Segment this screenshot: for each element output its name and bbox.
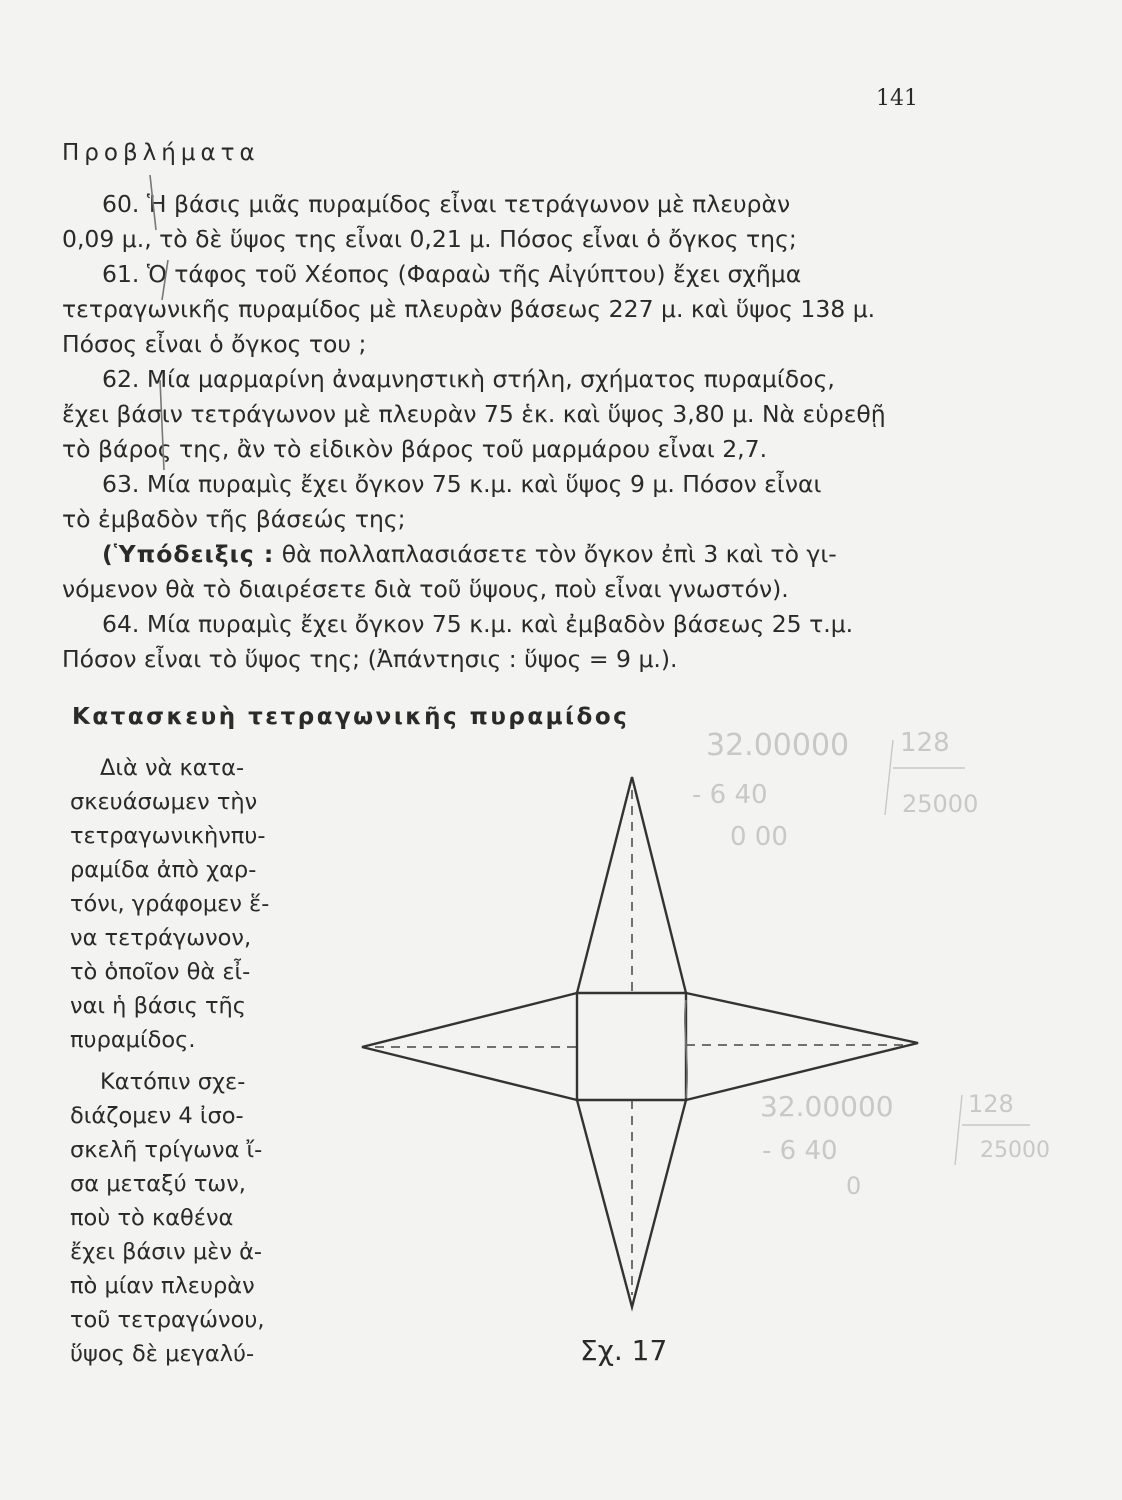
pencil-note: 32.00000 (760, 1090, 894, 1123)
pencil-note: 0 00 (730, 822, 788, 852)
column-line: να τετράγωνον, (70, 925, 252, 951)
base-square (577, 993, 686, 1100)
pencil-note: 128 (968, 1090, 1014, 1118)
column-line: τὸ ὁποῖον θὰ εἶ- (70, 959, 251, 985)
pencil-note: 0 (846, 1172, 862, 1200)
problem-60-line-1: 60. Ἡ βάσις μιᾶς πυραμίδος εἶναι τετράγωνον μὲ πλευρὰν (102, 190, 791, 218)
section-title: Κατασκευὴ τετραγωνικῆς πυραμίδος (72, 704, 630, 730)
column-line: πυραμίδος. (70, 1027, 196, 1053)
pencil-note: 128 (900, 728, 950, 758)
column-line: Κατόπιν σχε- (100, 1069, 246, 1095)
column-line: τετραγωνικὴνπυ- (70, 823, 266, 849)
pencil-note: - 6 40 (692, 780, 768, 810)
column-line: σκευάσωμεν τὴν (70, 789, 258, 815)
column-line: ἔχει βάσιν μὲν ἀ- (70, 1239, 263, 1265)
problem-60-line-2: 0,09 μ., τὸ δὲ ὕψος της εἶναι 0,21 μ. Πόσος εἶναι ὁ ὄγκος της; (62, 225, 797, 253)
column-line: ναι ἡ βάσις τῆς (70, 993, 247, 1019)
problem-64-line-1: 64. Μία πυραμὶς ἔχει ὄγκον 75 κ.μ. καὶ ἐμβαδὸν βάσεως 25 τ.μ. (102, 610, 854, 638)
hint-label: (Ὑπόδειξις : (102, 540, 275, 568)
problem-61-line-2: τετραγωνικῆς πυραμίδος μὲ πλευρὰν βάσεως 227 μ. καὶ ὕψος 138 μ. (62, 295, 876, 323)
pencil-note: 32.00000 (706, 728, 850, 763)
problem-62-line-3: τὸ βάρος της, ἂν τὸ εἰδικὸν βάρος τοῦ μαρμάρου εἶναι 2,7. (62, 435, 768, 463)
pencil-note: - 6 40 (762, 1136, 838, 1166)
problem-63-line-1: 63. Μία πυραμὶς ἔχει ὄγκον 75 κ.μ. καὶ ὕψος 9 μ. Πόσον εἶναι (102, 470, 822, 498)
column-line: τόνι, γράφομεν ἕ- (70, 891, 270, 917)
figure-caption: Σχ. 17 (580, 1334, 668, 1367)
problem-63-line-2: τὸ ἐμβαδὸν τῆς βάσεώς της; (62, 505, 406, 533)
column-line: τοῦ τετραγώνου, (70, 1307, 265, 1333)
column-line: σα μεταξύ των, (70, 1171, 246, 1197)
column-line: ραμίδα ἀπὸ χαρ- (70, 857, 257, 883)
column-line: διάζομεν 4 ἰσο- (70, 1103, 244, 1129)
column-line: σκελῆ τρίγωνα ἴ- (70, 1137, 263, 1163)
problem-64-line-2: Πόσον εἶναι τὸ ὕψος της; (Ἀπάντησις : ὕψος = 9 μ.). (62, 645, 678, 673)
problem-62-line-2: ἔχει βάσιν τετράγωνον μὲ πλευρὰν 75 ἑκ. καὶ ὕψος 3,80 μ. Νὰ εὑρεθῇ (62, 400, 886, 428)
page-number: 141 (876, 86, 918, 111)
hint-text: θὰ πολλαπλασιάσετε τὸν ὄγκον ἐπὶ 3 καὶ τὸ γι- (281, 540, 837, 568)
pencil-note: 25000 (980, 1138, 1050, 1163)
problem-61-line-3: Πόσος εἶναι ὁ ὄγκος του ; (62, 330, 367, 358)
hint-line-2: νόμενον θὰ τὸ διαιρέσετε διὰ τοῦ ὕψους, ποὺ εἶναι γνωστόν). (62, 575, 789, 603)
pencil-note: 25000 (902, 790, 979, 818)
column-line: πὸ μίαν πλευρὰν (70, 1273, 255, 1299)
pencil-margin-mark (150, 175, 168, 470)
problem-61-line-1: 61. Ὁ τάφος τοῦ Χέοπος (Φαραὼ τῆς Αἰγύπτου) ἔχει σχῆμα (102, 260, 802, 288)
problems-heading: Προβλήματα (62, 140, 260, 166)
column-line: ποὺ τὸ καθένα (70, 1205, 234, 1231)
problem-62-line-1: 62. Μία μαρμαρίνη ἀναμνηστικὴ στήλη, σχήματος πυραμίδος, (102, 365, 835, 393)
column-line: ὕψος δὲ μεγαλύ- (70, 1341, 255, 1367)
right-triangle (686, 993, 918, 1100)
column-line: Διὰ νὰ κατα- (100, 755, 245, 781)
